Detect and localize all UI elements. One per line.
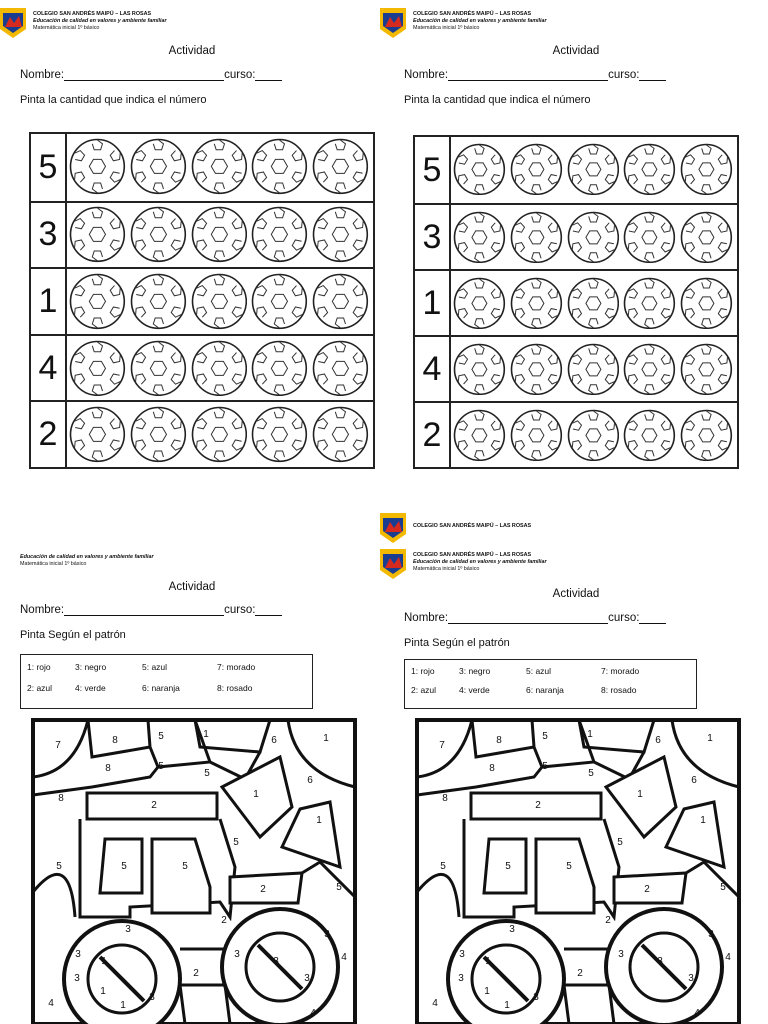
course-blank[interactable] [639, 612, 666, 624]
ball-counting-grid [413, 135, 739, 469]
region-number: 3 [458, 973, 464, 984]
subject-name: Matemática inicial 1º básico [413, 25, 480, 31]
school-motto: Educación de calidad en valores y ambiente familiar [413, 18, 547, 24]
region-number: 5 [505, 861, 511, 872]
region-number: 1 [485, 956, 491, 967]
school-header [0, 8, 300, 42]
region-number: 2 [644, 884, 650, 895]
region-number: 1 [316, 815, 322, 826]
region-number: 5 [204, 768, 210, 779]
legend-item: 1: rojo [27, 661, 51, 672]
region-number: 1 [637, 789, 643, 800]
soccer-ball-icon[interactable] [567, 343, 620, 396]
legend-item: 1: rojo [411, 665, 435, 676]
region-number: 2 [193, 968, 199, 979]
region-number: 2 [151, 800, 157, 811]
color-legend [20, 654, 313, 709]
name-blank[interactable] [64, 69, 224, 81]
region-number: 4 [341, 952, 347, 963]
soccer-ball-icon[interactable] [191, 340, 248, 397]
legend-item: 6: naranja [142, 682, 180, 693]
region-number: 3 [533, 992, 539, 1003]
count-number: 2 [31, 402, 67, 467]
region-number: 3 [125, 924, 131, 935]
color-by-number-tractor [30, 717, 358, 1024]
region-number: 5 [566, 861, 572, 872]
region-number: 1 [101, 956, 107, 967]
region-number: 1 [100, 986, 106, 997]
legend-item: 4: verde [459, 684, 490, 695]
region-number: 5 [121, 861, 127, 872]
soccer-ball-icon[interactable] [312, 206, 369, 263]
instruction-text: Pinta la cantidad que indica el número [404, 94, 591, 106]
count-row [31, 334, 373, 401]
count-number: 5 [31, 134, 67, 201]
soccer-ball-icon[interactable] [130, 138, 187, 195]
region-number: 4 [310, 1008, 316, 1019]
soccer-ball-icon[interactable] [69, 206, 126, 263]
region-number: 3 [234, 949, 240, 960]
soccer-ball-icon[interactable] [312, 406, 369, 463]
region-number: 3 [688, 973, 694, 984]
count-row [415, 335, 737, 401]
soccer-ball-icon[interactable] [453, 211, 506, 264]
legend-item: 7: morado [601, 665, 640, 676]
region-number: 7 [55, 740, 61, 751]
color-legend [404, 659, 697, 709]
legend-item: 8: rosado [601, 684, 637, 695]
region-number: 3 [324, 929, 330, 940]
soccer-ball-icon[interactable] [312, 138, 369, 195]
soccer-ball-icon[interactable] [567, 143, 620, 196]
region-number: 7 [439, 740, 445, 751]
count-number: 3 [31, 203, 67, 268]
name-label: Nombre: [20, 604, 65, 616]
instruction-text: Pinta la cantidad que indica el número [20, 94, 207, 106]
soccer-ball-icon[interactable] [567, 277, 620, 330]
soccer-ball-icon[interactable] [251, 340, 308, 397]
legend-item: 2: azul [411, 684, 437, 695]
name-course-line [404, 612, 666, 624]
region-number: 5 [158, 761, 164, 772]
region-number: 8 [442, 793, 448, 804]
soccer-ball-icon[interactable] [251, 273, 308, 330]
region-number: 5 [542, 761, 548, 772]
region-number: 4 [725, 952, 731, 963]
region-number: 3 [149, 992, 155, 1003]
soccer-ball-icon[interactable] [130, 206, 187, 263]
school-name: COLEGIO SAN ANDRÉS MAIPÚ – LAS ROSAS [33, 11, 152, 17]
subject-name: Matemática inicial 1º básico [20, 561, 87, 567]
soccer-ball-icon[interactable] [623, 143, 676, 196]
region-number: 8 [58, 793, 64, 804]
count-row [415, 401, 737, 467]
soccer-ball-icon[interactable] [453, 409, 506, 462]
count-number: 4 [31, 336, 67, 401]
subject-name: Matemática inicial 1º básico [33, 25, 100, 31]
soccer-ball-icon[interactable] [453, 343, 506, 396]
region-number: 2 [577, 968, 583, 979]
count-number: 2 [415, 403, 451, 467]
region-number: 6 [271, 735, 277, 746]
count-number: 4 [415, 337, 451, 401]
count-row [31, 400, 373, 467]
soccer-ball-icon[interactable] [510, 409, 563, 462]
color-by-number-tractor [414, 717, 742, 1024]
name-course-line [404, 69, 666, 81]
region-number: 3 [708, 929, 714, 940]
region-number: 5 [56, 861, 62, 872]
course-blank[interactable] [639, 69, 666, 81]
count-row [415, 203, 737, 269]
name-blank[interactable] [448, 612, 608, 624]
school-name: COLEGIO SAN ANDRÉS MAIPÚ – LAS ROSAS [413, 11, 532, 17]
name-course-line [20, 604, 282, 616]
region-number: 4 [694, 1008, 700, 1019]
soccer-ball-icon[interactable] [69, 340, 126, 397]
region-number: 3 [74, 973, 80, 984]
region-number: 5 [440, 861, 446, 872]
soccer-ball-icon[interactable] [191, 273, 248, 330]
count-number: 1 [31, 269, 67, 334]
school-logo-icon [0, 8, 26, 38]
activity-title: Actividad [552, 45, 600, 57]
legend-item: 2: azul [27, 682, 53, 693]
course-blank[interactable] [255, 604, 282, 616]
activity-title: Actividad [552, 588, 600, 600]
legend-item: 3: negro [459, 665, 491, 676]
course-blank[interactable] [255, 69, 282, 81]
soccer-ball-icon[interactable] [69, 138, 126, 195]
region-number: 5 [617, 837, 623, 848]
region-number: 8 [496, 735, 502, 746]
count-row [31, 267, 373, 334]
region-number: 2 [535, 800, 541, 811]
region-number: 4 [432, 998, 438, 1009]
legend-item: 3: negro [75, 661, 107, 672]
course-label: curso: [224, 604, 256, 616]
count-number: 1 [415, 271, 451, 335]
school-motto: Educación de calidad en valores y ambiente familiar [33, 18, 167, 24]
legend-item: 7: morado [217, 661, 256, 672]
course-label: curso: [224, 69, 256, 81]
soccer-ball-icon[interactable] [623, 409, 676, 462]
region-number: 1 [253, 789, 259, 800]
region-number: 3 [75, 949, 81, 960]
school-header [380, 549, 680, 583]
region-number: 5 [158, 731, 164, 742]
soccer-ball-icon[interactable] [251, 138, 308, 195]
region-number: 2 [605, 915, 611, 926]
school-logo-icon [380, 8, 406, 38]
name-course-line [20, 69, 282, 81]
region-number: 1 [120, 1000, 126, 1011]
region-number: 2 [221, 915, 227, 926]
soccer-ball-icon[interactable] [191, 138, 248, 195]
name-blank[interactable] [448, 69, 608, 81]
soccer-ball-icon[interactable] [680, 211, 733, 264]
region-number: 5 [542, 731, 548, 742]
worksheet-top-left [0, 0, 384, 505]
name-label: Nombre: [404, 69, 449, 81]
soccer-ball-icon[interactable] [312, 340, 369, 397]
soccer-ball-icon[interactable] [453, 277, 506, 330]
soccer-ball-icon[interactable] [191, 206, 248, 263]
legend-item: 5: azul [526, 665, 552, 676]
legend-item: 8: rosado [217, 682, 253, 693]
region-number: 8 [112, 735, 118, 746]
region-number: 6 [655, 735, 661, 746]
school-name: COLEGIO SAN ANDRÉS MAIPÚ – LAS ROSAS [413, 523, 532, 529]
region-number: 4 [48, 998, 54, 1009]
subject-name: Matemática inicial 1º básico [413, 566, 480, 572]
soccer-ball-icon[interactable] [251, 206, 308, 263]
soccer-ball-icon[interactable] [510, 277, 563, 330]
region-number: 5 [588, 768, 594, 779]
soccer-ball-icon[interactable] [623, 277, 676, 330]
region-number: 1 [587, 729, 593, 740]
region-number: 3 [273, 956, 279, 967]
soccer-ball-icon[interactable] [130, 273, 187, 330]
region-number: 2 [260, 884, 266, 895]
region-number: 8 [489, 763, 495, 774]
course-label: curso: [608, 69, 640, 81]
name-label: Nombre: [404, 612, 449, 624]
soccer-ball-icon[interactable] [623, 211, 676, 264]
region-number: 6 [691, 775, 697, 786]
soccer-ball-icon[interactable] [680, 409, 733, 462]
region-number: 3 [459, 949, 465, 960]
region-number: 1 [700, 815, 706, 826]
region-number: 6 [307, 775, 313, 786]
soccer-ball-icon[interactable] [251, 406, 308, 463]
soccer-ball-icon[interactable] [191, 406, 248, 463]
worksheet-bottom-right [384, 505, 768, 1024]
school-name: COLEGIO SAN ANDRÉS MAIPÚ – LAS ROSAS [413, 552, 532, 558]
activity-title: Actividad [168, 45, 216, 57]
region-number: 5 [720, 882, 726, 893]
soccer-ball-icon[interactable] [510, 343, 563, 396]
region-number: 5 [182, 861, 188, 872]
school-header [380, 8, 680, 42]
soccer-ball-icon[interactable] [69, 406, 126, 463]
legend-item: 4: verde [75, 682, 106, 693]
worksheet-top-right [384, 0, 768, 505]
ball-counting-grid [29, 132, 375, 469]
count-row [31, 134, 373, 201]
region-number: 1 [323, 733, 329, 744]
region-number: 5 [336, 882, 342, 893]
region-number: 3 [304, 973, 310, 984]
soccer-ball-icon[interactable] [453, 143, 506, 196]
soccer-ball-icon[interactable] [680, 143, 733, 196]
region-number: 1 [504, 1000, 510, 1011]
activity-title: Actividad [168, 581, 216, 593]
soccer-ball-icon[interactable] [312, 273, 369, 330]
school-motto: Educación de calidad en valores y ambiente familiar [413, 559, 547, 565]
soccer-ball-icon[interactable] [510, 211, 563, 264]
soccer-ball-icon[interactable] [69, 273, 126, 330]
count-number: 5 [415, 137, 451, 203]
region-number: 1 [203, 729, 209, 740]
course-label: curso: [608, 612, 640, 624]
soccer-ball-icon[interactable] [623, 343, 676, 396]
name-blank[interactable] [64, 604, 224, 616]
soccer-ball-icon[interactable] [510, 143, 563, 196]
region-number: 1 [484, 986, 490, 997]
soccer-ball-icon[interactable] [680, 343, 733, 396]
instruction-text: Pinta Según el patrón [20, 629, 126, 641]
worksheet-bottom-left [0, 540, 384, 1024]
soccer-ball-icon[interactable] [680, 277, 733, 330]
region-number: 3 [657, 956, 663, 967]
instruction-text: Pinta Según el patrón [404, 637, 510, 649]
count-row [415, 269, 737, 335]
soccer-ball-icon[interactable] [130, 340, 187, 397]
school-logo-icon [380, 549, 406, 579]
school-logo-icon [380, 513, 406, 543]
region-number: 3 [509, 924, 515, 935]
legend-item: 6: naranja [526, 684, 564, 695]
soccer-ball-icon[interactable] [130, 406, 187, 463]
count-row [415, 137, 737, 203]
school-motto: Educación de calidad en valores y ambiente familiar [20, 554, 154, 560]
name-label: Nombre: [20, 69, 65, 81]
soccer-ball-icon[interactable] [567, 409, 620, 462]
region-number: 5 [233, 837, 239, 848]
count-row [31, 201, 373, 268]
count-number: 3 [415, 205, 451, 269]
legend-item: 5: azul [142, 661, 168, 672]
region-number: 3 [618, 949, 624, 960]
region-number: 1 [707, 733, 713, 744]
soccer-ball-icon[interactable] [567, 211, 620, 264]
region-number: 8 [105, 763, 111, 774]
school-header-extra [380, 513, 680, 547]
